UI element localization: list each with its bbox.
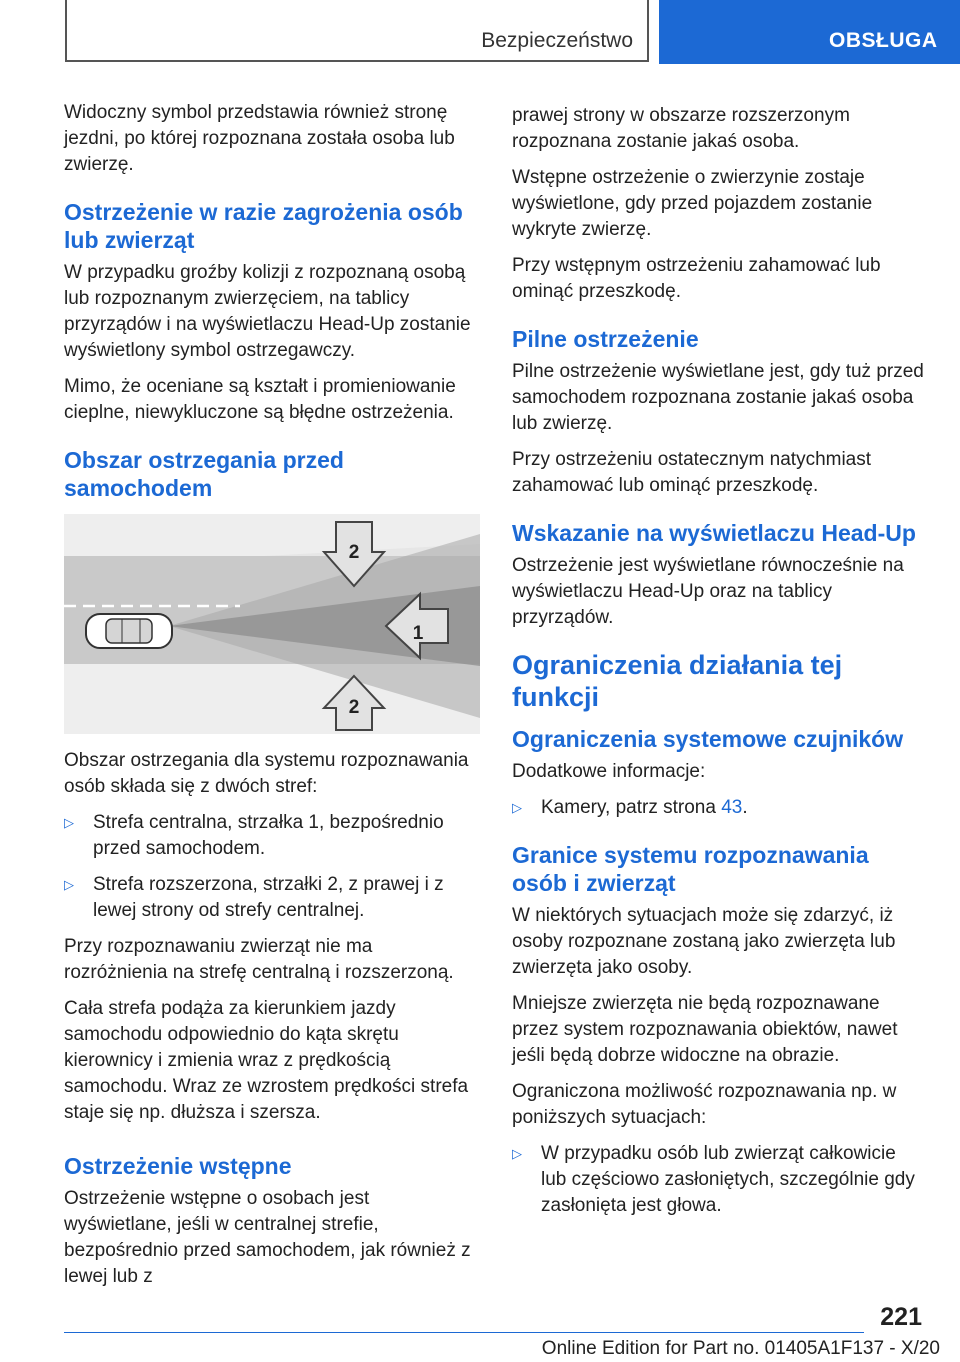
paragraph: Przy ostrzeżeniu ostatecznym natychmiast zahamować lub ominąć przeszkodę. [512, 449, 872, 496]
page-link[interactable]: 43 [721, 797, 743, 818]
paragraph: Wstępne ostrzeżenie o zwierzynie zostaje wyświetlone, gdy przed pojazdem zostanie wykryte zwierzę. [512, 167, 873, 240]
paragraph: Cała strefa podąża za kierunkiem jazdy samochodu odpowiednio do kąta skrętu kierownicy i zmienia wraz z prędkością samochodu. Wraz ze wzrostem prędkości strefa staje się np. dłuższa i szersza. [64, 998, 469, 1123]
limitation-list [512, 1141, 926, 1219]
paragraph: W niektórych sytuacjach może się zdarzyć, iż osoby rozpoznane zostaną jako zwierzęta lub zwierzęta jako osoby. [512, 905, 896, 978]
heading-recognition-bounds: Granice systemu rozpoznawania osób i zwierząt [512, 842, 869, 896]
header-chapter-tab[interactable] [659, 0, 960, 64]
arrow-2-top-label: 2 [348, 542, 360, 563]
list-item: ▷ Kamery, patrz strona 43. [512, 795, 926, 821]
paragraph: prawej strony w obszarze rozszerzonym rozpoznana zostanie jakaś osoba. [512, 105, 850, 152]
header-chapter-title: OBSŁUGA [829, 29, 938, 52]
footer-edition: Online Edition for Part no. 01405A1F137 - X/20 [541, 1338, 940, 1359]
list-item: ▷ Strefa rozszerzona, strzałki 2, z prawej i z lewej strony od strefy centralnej. [64, 874, 444, 921]
paragraph: W przypadku groźby kolizji z rozpoznaną osobą lub rozpoznanym zwierzęciem, na tablicy przyrządów i na wyświetlaczu Head-Up zostanie wyświetlony symbol ostrzegawczy. [64, 262, 471, 361]
paragraph: Widoczny symbol przedstawia również stronę jezdni, po której rozpoznana została osoba lub zwierzę. [64, 102, 455, 175]
heading-warning-area: Obszar ostrzegania przed samochodem [64, 447, 344, 501]
paragraph: Mimo, że oceniane są kształt i promieniowanie cieplne, niewykluczone są błędne ostrzeżenia. [64, 376, 456, 423]
warning-area-diagram [64, 514, 480, 734]
arrow-1-label: 1 [412, 623, 424, 644]
paragraph: Pilne ostrzeżenie wyświetlane jest, gdy tuż przed samochodem rozpoznana zostanie jakaś osoba lub zwierzę. [512, 361, 924, 434]
car-icon [86, 614, 172, 648]
list-item: ▷ W przypadku osób lub zwierząt całkowicie lub częściowo zasłoniętych, szczególnie gdy zasłonięta jest głowa. [512, 1143, 915, 1216]
paragraph: Przy rozpoznawaniu zwierząt nie ma rozróżnienia na strefę centralną i rozszerzoną. [64, 936, 454, 983]
zone-list [64, 810, 478, 924]
header-section-title: Bezpieczeństwo [481, 29, 633, 52]
bullet-triangle-icon: ▷ [64, 815, 74, 830]
heading-head-up: Wskazanie na wyświetlaczu Head-Up [512, 520, 916, 546]
paragraph: Obszar ostrzegania dla systemu rozpoznawania osób składa się z dwóch stref: [64, 750, 469, 797]
arrow-2-bottom-label: 2 [348, 697, 360, 718]
bullet-triangle-icon: ▷ [64, 877, 74, 892]
header-section-box [65, 0, 649, 62]
paragraph: Ograniczona możliwość rozpoznawania np. w poniższych sytuacjach: [512, 1081, 897, 1128]
heading-urgent-warning: Pilne ostrzeżenie [512, 326, 699, 352]
sensor-list [512, 795, 926, 821]
bullet-triangle-icon: ▷ [512, 800, 522, 815]
footer-divider [64, 1332, 864, 1333]
list-item: ▷ Strefa centralna, strzałka 1, bezpośrednio przed samochodem. [64, 812, 444, 859]
bullet-triangle-icon: ▷ [512, 1146, 522, 1161]
page-number: 221 [880, 1303, 922, 1331]
heading-pre-warning: Ostrzeżenie wstępne [64, 1153, 292, 1179]
left-column [64, 100, 478, 1300]
paragraph: Ostrzeżenie wstępne o osobach jest wyświetlane, jeśli w centralnej strefie, bezpośrednio przed samochodem, jak również z lewej lub z [64, 1188, 471, 1287]
paragraph: Ostrzeżenie jest wyświetlane równocześnie na wyświetlaczu Head-Up oraz na tablicy przyrządów. [512, 555, 904, 628]
paragraph: Przy wstępnym ostrzeżeniu zahamować lub ominąć przeszkodę. [512, 255, 881, 302]
heading-warning: Ostrzeżenie w razie zagrożenia osób lub zwierząt [64, 199, 463, 253]
heading-sensor-limits: Ograniczenia systemowe czujników [512, 726, 904, 752]
paragraph: Dodatkowe informacje: [512, 761, 706, 782]
heading-limits: Ograniczenia działania tej funkcji [512, 650, 843, 712]
right-column [512, 103, 926, 1229]
paragraph: Mniejsze zwierzęta nie będą rozpoznawane przez system rozpoznawania obiektów, nawet jeśli będą dobrze widoczne na obrazie. [512, 993, 898, 1066]
